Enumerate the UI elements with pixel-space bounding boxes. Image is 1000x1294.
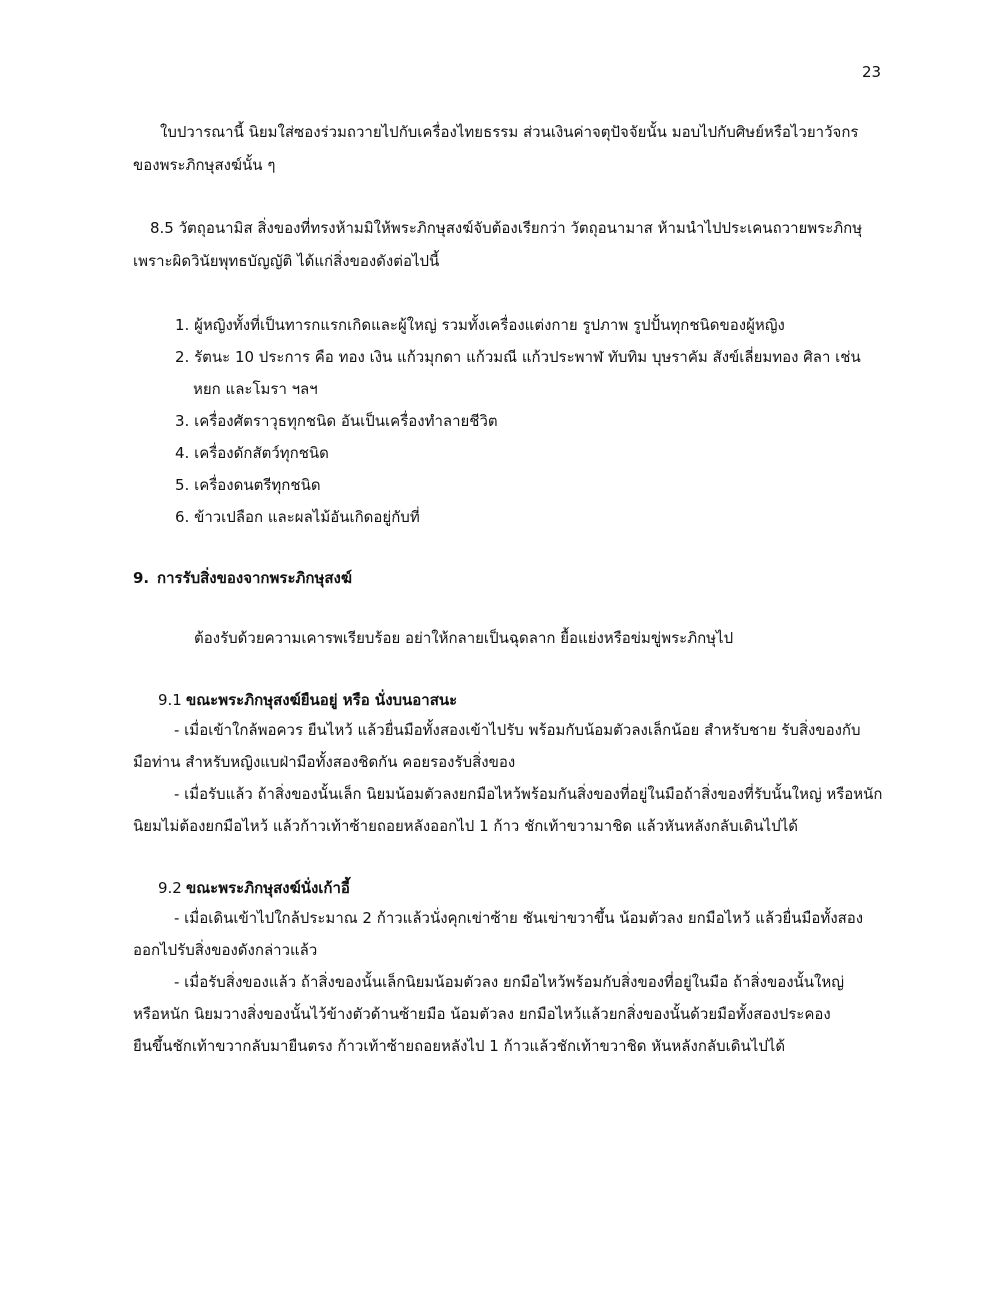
list-item: 1. ผู้หญิงทั้งที่เป็นทารกแรกเกิดและผู้ใหญ่ รวมทั้งเครื่องแต่งกาย รูปภาพ รูปปั้นทุกชนิดของผู้หญิง (175, 316, 785, 334)
section-8-5-line-2: เพราะผิดวินัยพุทธบัญญัติ ได้แก่สิ่งของดังต่อไปนี้ (133, 252, 440, 270)
page-number: 23 (862, 63, 882, 81)
section-9-1-heading: ขณะพระภิกษุสงฆ์ยืนอยู่ หรือ นั่งบนอาสนะ (186, 691, 458, 709)
list-item: 4. เครื่องดักสัตว์ทุกชนิด (175, 444, 329, 462)
intro-line-1: ใบปวารณานี้ นิยมใส่ซองร่วมถวายไปกับเครื่องไทยธรรม ส่วนเงินค่าจตุปัจจัยนั้น มอบไปกับศิษย์หรือไวยาวัจกร (160, 123, 859, 141)
section-9-1-number: 9.1 (158, 691, 182, 709)
list-item: 6. ข้าวเปลือก และผลไม้อันเกิดอยู่กับที่ (175, 508, 420, 526)
section-9-heading: การรับสิ่งของจากพระภิกษุสงฆ์ (157, 569, 352, 587)
section-9-2-line: - เมื่อรับสิ่งของแล้ว ถ้าสิ่งของนั้นเล็กนิยมน้อมตัวลง ยกมือไหว้พร้อมกับสิ่งของที่อยู่ในมือ ถ้าสิ่งของนั้นใหญ่ (174, 973, 845, 991)
intro-line-2: ของพระภิกษุสงฆ์นั้น ๆ (133, 156, 276, 174)
section-9-1-line: นิยมไม่ต้องยกมือไหว้ แล้วก้าวเท้าซ้ายถอยหลังออกไป 1 ก้าว ชักเท้าขวามาชิด แล้วหันหลังกลับเดินไปได้ (133, 817, 798, 835)
list-item: 2. รัตนะ 10 ประการ คือ ทอง เงิน แก้วมุกดา แก้วมณี แก้วประพาฬ ทับทิม บุษราคัม สังข์เลี่ยมทอง ศิลา เช่น (175, 348, 861, 366)
section-9-2-line: หรือหนัก นิยมวางสิ่งของนั้นไว้ข้างตัวด้านซ้ายมือ น้อมตัวลง ยกมือไหว้แล้วยกสิ่งของนั้นด้วยมือทั้งสองประคอง (133, 1005, 831, 1023)
list-item-continuation: หยก และโมรา ฯลฯ (193, 380, 318, 398)
section-9-1-line: มือท่าน สำหรับหญิงแบฝ่ามือทั้งสองชิดกัน คอยรองรับสิ่งของ (133, 753, 516, 771)
section-9-2-number: 9.2 (158, 879, 182, 897)
list-item: 3. เครื่องศัตราวุธทุกชนิด อันเป็นเครื่องทำลายชีวิต (175, 412, 498, 430)
section-8-5-line-1: 8.5 วัตถุอนามิส สิ่งของที่ทรงห้ามมิให้พระภิกษุสงฆ์จับต้องเรียกว่า วัตถุอนามาส ห้ามนำไปประเคนถวายพระภิกษุ (150, 219, 863, 237)
section-9-2-line: ออกไปรับสิ่งของดังกล่าวแล้ว (133, 941, 318, 959)
section-9-1-line: - เมื่อเข้าใกล้พอควร ยืนไหว้ แล้วยื่นมือทั้งสองเข้าไปรับ พร้อมกับน้อมตัวลงเล็กน้อย สำหรับชาย รับสิ่งของกับ (174, 721, 861, 739)
section-9-intro: ต้องรับด้วยความเคารพเรียบร้อย อย่าให้กลายเป็นฉุดลาก ยื้อแย่งหรือข่มขู่พระภิกษุไป (194, 629, 734, 647)
section-9-2-line: ยืนขึ้นชักเท้าขวากลับมายืนตรง ก้าวเท้าซ้ายถอยหลังไป 1 ก้าวแล้วชักเท้าขวาชิด หันหลังกลับเดินไปได้ (133, 1037, 786, 1055)
list-item: 5. เครื่องดนตรีทุกชนิด (175, 476, 321, 494)
section-9-2-line: - เมื่อเดินเข้าไปใกล้ประมาณ 2 ก้าวแล้วนั่งคุกเข่าซ้าย ชันเข่าขวาขึ้น น้อมตัวลง ยกมือไหว้ แล้วยื่นมือทั้งสอง (174, 909, 864, 927)
section-9-2-heading: ขณะพระภิกษุสงฆ์นั่งเก้าอี้ (186, 879, 350, 897)
section-9-1-line: - เมื่อรับแล้ว ถ้าสิ่งของนั้นเล็ก นิยมน้อมตัวลงยกมือไหว้พร้อมกันสิ่งของที่อยู่ในมือถ้าสิ่งของที่รับนั้นใหญ่ หรือหนัก (174, 785, 883, 803)
section-9-heading-number: 9. (133, 569, 150, 587)
